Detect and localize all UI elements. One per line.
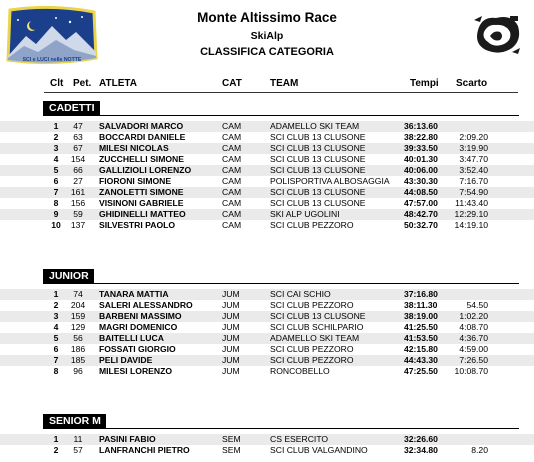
cell-cat: CAM — [222, 176, 242, 186]
cell-cat: CAM — [222, 143, 242, 153]
cell-atleta: ZUCCHELLI SIMONE — [99, 154, 184, 164]
cell-tempi: 42:15.80 — [404, 344, 438, 354]
cell-pet: 96 — [73, 366, 83, 376]
cell-cat: JUM — [222, 289, 240, 299]
cell-clt: 9 — [53, 209, 59, 219]
cell-atleta: TANARA MATTIA — [99, 289, 169, 299]
cell-scarto: 1:02.20 — [459, 311, 488, 321]
cell-tempi: 38:19.00 — [404, 311, 438, 321]
cell-tempi: 38:22.80 — [404, 132, 438, 142]
table-row — [0, 187, 534, 198]
cell-pet: 185 — [70, 355, 86, 365]
cell-atleta: GALLIZIOLI LORENZO — [99, 165, 192, 175]
cell-atleta: BAITELLI LUCA — [99, 333, 164, 343]
cell-tempi: 47:57.00 — [404, 198, 438, 208]
category-title: JUNIOR — [43, 269, 94, 283]
table-row — [0, 289, 534, 300]
cell-cat: CAM — [222, 198, 242, 208]
cell-pet: 67 — [73, 143, 83, 153]
cell-pet: 74 — [73, 289, 83, 299]
cell-pet: 11 — [73, 434, 83, 444]
category-title: SENIOR M — [43, 414, 106, 428]
table-row — [0, 434, 534, 445]
cell-atleta: MAGRI DOMENICO — [99, 322, 178, 332]
cell-tempi: 32:34.80 — [404, 445, 438, 455]
cell-team: SCI CLUB 13 CLUSONE — [270, 187, 366, 197]
cell-tempi: 41:53.50 — [404, 333, 438, 343]
cell-tempi: 40:06.00 — [404, 165, 438, 175]
cell-tempi: 38:11.30 — [404, 300, 438, 310]
cell-clt: 10 — [51, 220, 61, 230]
cell-cat: CAM — [222, 154, 242, 164]
cell-clt: 5 — [53, 165, 59, 175]
cell-team: CS ESERCITO — [270, 434, 329, 444]
cell-atleta: FOSSATI GIORGIO — [99, 344, 176, 354]
table-row — [0, 154, 534, 165]
cell-clt: 1 — [53, 121, 59, 131]
cell-scarto: 54.50 — [466, 300, 488, 310]
cell-scarto: 8.20 — [471, 445, 488, 455]
cell-tempi: 44:08.50 — [404, 187, 438, 197]
cell-atleta: BARBENI MASSIMO — [99, 311, 182, 321]
table-row — [0, 132, 534, 143]
cell-atleta: VISINONI GABRIELE — [99, 198, 184, 208]
cell-clt: 6 — [53, 176, 59, 186]
cell-clt: 2 — [53, 132, 59, 142]
cell-scarto: 2:09.20 — [459, 132, 488, 142]
cell-scarto: 11:43.40 — [455, 198, 488, 208]
table-row — [0, 176, 534, 187]
cell-team: SCI CLUB 13 CLUSONE — [270, 165, 366, 175]
cell-team: SCI CLUB 13 CLUSONE — [270, 311, 366, 321]
table-row — [0, 300, 534, 311]
cell-pet: 154 — [70, 154, 86, 164]
cell-clt: 7 — [53, 187, 59, 197]
cell-pet: 66 — [73, 165, 83, 175]
cell-clt: 4 — [53, 154, 59, 164]
table-row — [0, 220, 534, 231]
cell-scarto: 14:19.10 — [454, 220, 488, 230]
cell-cat: JUM — [222, 322, 240, 332]
table-row — [0, 165, 534, 176]
cell-cat: CAM — [222, 165, 242, 175]
cell-scarto: 4:59.00 — [459, 344, 488, 354]
column-header-row — [0, 78, 534, 92]
cell-tempi: 50:32.70 — [404, 220, 438, 230]
cell-pet: 186 — [70, 344, 86, 354]
cell-atleta: MILESI LORENZO — [99, 366, 173, 376]
cell-tempi: 47:25.50 — [404, 366, 438, 376]
cell-team: SKI ALP UGOLINI — [270, 209, 340, 219]
table-row — [0, 311, 534, 322]
cell-atleta: FIORONI SIMONE — [99, 176, 172, 186]
cell-cat: CAM — [222, 187, 242, 197]
cell-pet: 156 — [70, 198, 86, 208]
category-title: CADETTI — [43, 101, 100, 115]
cell-team: SCI CLUB 13 CLUSONE — [270, 198, 366, 208]
column-pet: Pet. — [73, 78, 92, 89]
table-row — [0, 143, 534, 154]
cell-tempi: 39:33.50 — [404, 143, 438, 153]
header-divider — [44, 92, 518, 93]
cell-scarto: 3:19.90 — [459, 143, 488, 153]
cell-cat: CAM — [222, 220, 242, 230]
cell-cat: JUM — [222, 366, 240, 376]
cell-clt: 5 — [53, 333, 59, 343]
results-table — [0, 121, 534, 231]
cell-pet: 137 — [70, 220, 86, 230]
cell-pet: 161 — [70, 187, 86, 197]
cell-cat: JUM — [222, 311, 240, 321]
cell-atleta: GHIDINELLI MATTEO — [99, 209, 186, 219]
cell-team: SCI CLUB PEZZORO — [270, 344, 354, 354]
cell-atleta: MILESI NICOLAS — [99, 143, 169, 153]
cell-atleta: PELI DAVIDE — [99, 355, 153, 365]
category-divider — [43, 283, 519, 284]
cell-atleta: SALVADORI MARCO — [99, 121, 184, 131]
cell-pet: 204 — [70, 300, 86, 310]
cell-clt: 4 — [53, 322, 59, 332]
cell-scarto: 10:08.70 — [454, 366, 488, 376]
cell-cat: SEM — [222, 434, 241, 444]
race-title: Monte Altissimo Race — [197, 10, 337, 25]
cell-clt: 3 — [53, 311, 59, 321]
table-row — [0, 445, 534, 456]
cell-tempi: 43:30.30 — [404, 176, 438, 186]
cell-clt: 1 — [53, 434, 59, 444]
cell-pet: 63 — [73, 132, 83, 142]
column-tempi: Tempi — [410, 78, 439, 89]
table-row — [0, 322, 534, 333]
cell-team: RONCOBELLO — [270, 366, 330, 376]
cell-cat: JUM — [222, 344, 240, 354]
cell-scarto: 7:16.70 — [459, 176, 488, 186]
cell-scarto: 12:29.10 — [454, 209, 488, 219]
table-row — [0, 121, 534, 132]
race-subtitle: SkiAlp — [250, 30, 284, 42]
results-table — [0, 434, 534, 456]
column-cat: CAT — [222, 78, 242, 89]
cell-clt: 7 — [53, 355, 59, 365]
category-divider — [43, 428, 519, 429]
cell-atleta: BOCCARDI DANIELE — [99, 132, 186, 142]
cell-tempi: 37:16.80 — [404, 289, 438, 299]
cell-cat: SEM — [222, 445, 241, 455]
cell-atleta: ZANOLETTI SIMONE — [99, 187, 184, 197]
cell-team: SCI CLUB PEZZORO — [270, 355, 354, 365]
table-row — [0, 366, 534, 377]
cell-tempi: 44:43.30 — [404, 355, 438, 365]
cell-team: ADAMELLO SKI TEAM — [270, 333, 360, 343]
cell-scarto: 3:47.70 — [459, 154, 488, 164]
cell-team: POLISPORTIVA ALBOSAGGIA — [270, 176, 390, 186]
cell-pet: 57 — [73, 445, 83, 455]
cell-clt: 1 — [53, 289, 59, 299]
cell-clt: 2 — [53, 300, 59, 310]
column-team: TEAM — [270, 78, 299, 89]
cell-team: SCI CLUB PEZZORO — [270, 300, 354, 310]
cell-team: SCI CLUB VALGANDINO — [270, 445, 368, 455]
cell-scarto: 3:52.40 — [459, 165, 488, 175]
cell-scarto: 7:26.50 — [459, 355, 488, 365]
cell-tempi: 40:01.30 — [404, 154, 438, 164]
cell-atleta: SALERI ALESSANDRO — [99, 300, 193, 310]
cell-cat: CAM — [222, 121, 242, 131]
results-table — [0, 289, 534, 377]
cell-pet: 56 — [73, 333, 83, 343]
ranking-type: CLASSIFICA CATEGORIA — [200, 46, 334, 58]
cell-scarto: 7:54.90 — [459, 187, 488, 197]
column-atleta: ATLETA — [99, 78, 137, 89]
cell-team: SCI CLUB 13 CLUSONE — [270, 154, 366, 164]
cell-tempi: 36:13.60 — [404, 121, 438, 131]
table-row — [0, 333, 534, 344]
cell-team: SCI CLUB SCHILPARIO — [270, 322, 364, 332]
table-row — [0, 344, 534, 355]
cell-tempi: 48:42.70 — [404, 209, 438, 219]
cell-clt: 6 — [53, 344, 59, 354]
category-divider — [43, 115, 519, 116]
cell-tempi: 41:25.50 — [404, 322, 438, 332]
cell-team: SCI CLUB 13 CLUSONE — [270, 132, 366, 142]
cell-team: SCI CLUB PEZZORO — [270, 220, 354, 230]
cell-cat: JUM — [222, 300, 240, 310]
column-clt: Clt — [50, 78, 64, 89]
table-row — [0, 209, 534, 220]
cell-pet: 27 — [73, 176, 83, 186]
cell-pet: 159 — [70, 311, 86, 321]
table-row — [0, 355, 534, 366]
table-row — [0, 198, 534, 209]
cell-clt: 8 — [53, 366, 59, 376]
cell-cat: JUM — [222, 355, 240, 365]
cell-cat: JUM — [222, 333, 240, 343]
logo-caption: SCI e LUCI nelle NOTTE — [22, 57, 82, 63]
cell-pet: 47 — [73, 121, 83, 131]
cell-pet: 59 — [73, 209, 83, 219]
cell-cat: CAM — [222, 132, 242, 142]
cell-atleta: PASINI FABIO — [99, 434, 156, 444]
cell-atleta: LANFRANCHI PIETRO — [99, 445, 190, 455]
cell-clt: 2 — [53, 445, 59, 455]
cell-clt: 3 — [53, 143, 59, 153]
cell-pet: 129 — [70, 322, 86, 332]
cell-team: SCI CAI SCHIO — [270, 289, 331, 299]
column-scarto: Scarto — [456, 78, 488, 89]
cell-scarto: 4:08.70 — [459, 322, 488, 332]
cell-team: ADAMELLO SKI TEAM — [270, 121, 360, 131]
cell-cat: CAM — [222, 209, 242, 219]
cell-atleta: SILVESTRI PAOLO — [99, 220, 176, 230]
cell-clt: 8 — [53, 198, 59, 208]
cell-tempi: 32:26.60 — [404, 434, 438, 444]
cell-team: SCI CLUB 13 CLUSONE — [270, 143, 366, 153]
cell-scarto: 4:36.70 — [459, 333, 488, 343]
